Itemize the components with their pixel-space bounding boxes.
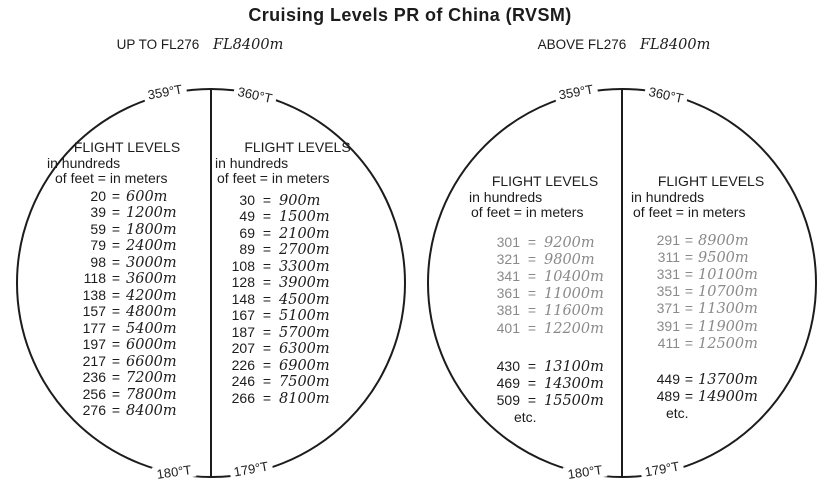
meters-value: 3600m	[126, 271, 177, 287]
flight-level-value: 49	[239, 208, 255, 224]
equals-sign: =	[111, 187, 121, 204]
flight-level-list-upper	[469, 358, 621, 410]
flight-level-row	[215, 193, 380, 210]
flight-level-value: 291	[656, 231, 680, 248]
header-line-3: of feet = in meters	[55, 170, 168, 186]
meters-value: 3300m	[279, 258, 330, 275]
equals-sign: =	[527, 374, 537, 391]
equals-sign: =	[527, 302, 537, 319]
flight-level-row	[47, 255, 207, 272]
equals-sign: =	[684, 283, 694, 300]
etc-label: etc.	[666, 405, 689, 422]
left-circle-west-column	[47, 140, 207, 420]
flight-level-row	[469, 375, 621, 392]
equals-sign: =	[262, 340, 272, 356]
flight-level-value: 321	[496, 250, 520, 267]
right-subtitle-text: ABOVE FL276	[537, 37, 627, 52]
header-line-1: FLIGHT LEVELS	[491, 173, 599, 189]
equals-sign: =	[527, 250, 537, 267]
flight-level-value: 489	[656, 388, 680, 405]
column-header	[47, 140, 207, 187]
meters-value: 9800m	[544, 251, 595, 268]
meters-value: 6300m	[279, 341, 330, 357]
flight-level-row	[469, 251, 621, 268]
flight-level-value: 331	[656, 265, 680, 282]
bearing-label-359t: 359°T	[554, 81, 599, 103]
flight-level-row	[215, 275, 380, 292]
meters-value: 6900m	[279, 357, 330, 374]
meters-value: 1500m	[279, 209, 330, 225]
flight-level-row	[469, 320, 621, 337]
flight-level-row	[47, 189, 207, 206]
flight-level-row	[469, 302, 621, 319]
flight-level-row	[47, 288, 207, 305]
flight-level-value: 371	[656, 300, 680, 317]
flight-level-value: 449	[656, 370, 680, 387]
bearing-label-360t: 360°T	[232, 83, 277, 107]
flight-level-value: 118	[83, 270, 106, 286]
flight-level-value: 266	[231, 389, 255, 406]
flight-level-row	[215, 358, 380, 375]
meters-value: 7500m	[279, 374, 330, 390]
flight-level-value: 509	[496, 392, 520, 409]
flight-level-row	[215, 308, 380, 325]
left-panel-subtitle	[117, 37, 284, 53]
flight-level-value: 301	[496, 233, 520, 250]
flight-level-value: 311	[657, 248, 680, 265]
flight-level-row	[469, 268, 621, 285]
equals-sign: =	[111, 220, 121, 237]
equals-sign: =	[111, 336, 121, 352]
flight-level-value: 167	[231, 307, 255, 323]
flight-level-row	[631, 283, 791, 300]
flight-level-list	[47, 189, 207, 420]
flight-level-row	[215, 341, 380, 358]
flight-level-list	[215, 193, 380, 408]
flight-level-row	[469, 234, 621, 251]
meters-value: 10700m	[698, 284, 758, 301]
meters-value: 12200m	[544, 320, 604, 337]
meters-value: 7800m	[126, 386, 177, 403]
flight-level-row	[631, 249, 791, 266]
right-circle-west-column	[469, 174, 621, 426]
meters-value: 7200m	[126, 370, 177, 386]
equals-sign: =	[262, 389, 272, 406]
equals-sign: =	[111, 369, 121, 385]
equals-sign: =	[262, 323, 272, 340]
equals-sign: =	[262, 191, 272, 208]
column-header	[631, 174, 791, 221]
right-circle-divider-line	[621, 90, 623, 476]
equals-sign: =	[527, 233, 537, 250]
meters-value: 8100m	[279, 390, 330, 407]
header-line-1: FLIGHT LEVELS	[244, 139, 351, 155]
flight-level-value: 217	[82, 352, 106, 369]
flight-level-value: 391	[656, 317, 680, 334]
flight-level-row	[47, 271, 207, 288]
flight-level-value: 276	[82, 402, 106, 418]
flight-level-row	[631, 371, 791, 388]
left-compass-circle	[16, 81, 406, 482]
etc-label: etc.	[514, 409, 537, 426]
meters-value: 3000m	[126, 254, 177, 271]
header-line-1: FLIGHT LEVELS	[73, 139, 181, 155]
flight-level-row	[631, 335, 791, 352]
equals-sign: =	[684, 388, 694, 405]
meters-value: 15500m	[544, 393, 604, 410]
flight-level-row	[215, 259, 380, 276]
meters-value: 6600m	[126, 353, 177, 370]
equals-sign: =	[262, 307, 272, 323]
flight-level-row	[631, 318, 791, 335]
equals-sign: =	[111, 319, 121, 336]
flight-level-value: 341	[496, 267, 520, 284]
flight-level-list-rvsm	[631, 232, 791, 352]
equals-sign: =	[684, 334, 694, 351]
bearing-label-179t: 179°T	[229, 458, 274, 480]
header-line-3: of feet = in meters	[633, 204, 746, 220]
equals-sign: =	[111, 385, 121, 402]
left-circle-east-column	[215, 140, 380, 407]
meters-value: 2400m	[126, 238, 177, 254]
equals-sign: =	[262, 290, 272, 307]
flight-level-value: 361	[496, 285, 520, 302]
header-line-3: of feet = in meters	[471, 204, 584, 220]
right-compass-circle	[427, 81, 817, 482]
meters-value: 600m	[126, 188, 168, 205]
flight-level-row	[47, 205, 207, 222]
flight-level-value: 401	[496, 319, 520, 336]
equals-sign: =	[111, 237, 121, 253]
meters-value: 900m	[279, 192, 321, 209]
meters-value: 11600m	[544, 303, 604, 320]
left-circle-divider-line	[210, 90, 212, 476]
header-line-2: in hundreds	[47, 154, 121, 171]
flight-level-row	[47, 238, 207, 255]
flight-level-value: 381	[496, 302, 520, 319]
flight-level-row	[47, 222, 207, 239]
flight-level-value: 30	[239, 191, 255, 208]
flight-level-row	[631, 300, 791, 317]
header-line-2: in hundreds	[469, 188, 543, 205]
flight-level-value: 20	[90, 187, 106, 204]
flight-level-value: 187	[231, 323, 255, 340]
flight-level-value: 157	[82, 303, 106, 319]
meters-value: 11300m	[698, 301, 758, 318]
meters-value: 10400m	[544, 268, 604, 285]
equals-sign: =	[684, 370, 694, 387]
equals-sign: =	[262, 208, 272, 224]
header-line-3: of feet = in meters	[217, 170, 330, 186]
equals-sign: =	[262, 356, 272, 373]
flight-level-list-upper	[631, 371, 791, 405]
meters-value: 2100m	[279, 225, 330, 242]
meters-value: 11000m	[544, 286, 604, 303]
flight-level-value: 246	[231, 373, 255, 389]
equals-sign: =	[684, 248, 694, 265]
flight-level-row	[631, 266, 791, 283]
flight-level-row	[215, 374, 380, 391]
flight-level-row	[215, 209, 380, 226]
flight-level-row	[215, 325, 380, 342]
equals-sign: =	[262, 241, 272, 257]
flight-level-row	[215, 292, 380, 309]
equals-sign: =	[111, 270, 121, 286]
flight-level-value: 148	[231, 290, 255, 307]
flight-level-value: 351	[656, 283, 680, 300]
equals-sign: =	[262, 257, 272, 274]
right-panel-subtitle	[538, 37, 711, 53]
equals-sign: =	[684, 317, 694, 334]
flight-level-row	[47, 370, 207, 387]
bearing-label-360t: 360°T	[643, 83, 688, 107]
flight-level-row	[47, 304, 207, 321]
flight-level-value: 69	[239, 224, 255, 241]
column-header	[469, 174, 621, 221]
bearing-label-180t: 180°T	[563, 462, 608, 483]
meters-value: 8900m	[698, 232, 749, 249]
header-line-2: in hundreds	[215, 154, 289, 171]
bearing-label-180t: 180°T	[152, 462, 197, 483]
meters-value: 13700m	[698, 371, 758, 388]
meters-value: 1200m	[126, 205, 177, 221]
equals-sign: =	[262, 373, 272, 389]
equals-sign: =	[111, 303, 121, 319]
meters-value: 5100m	[279, 308, 330, 324]
header-line-1: FLIGHT LEVELS	[657, 173, 765, 189]
flight-level-row	[47, 403, 207, 420]
equals-sign: =	[262, 224, 272, 241]
flight-level-value: 197	[82, 336, 106, 352]
flight-level-value: 128	[231, 274, 255, 290]
equals-sign: =	[684, 231, 694, 248]
meters-value: 13100m	[544, 358, 604, 375]
meters-value: 2700m	[279, 242, 330, 258]
right-circle-east-column	[631, 174, 791, 422]
flight-level-row	[469, 285, 621, 302]
column-header	[215, 140, 380, 187]
right-subtitle-metric: FL8400m	[639, 37, 711, 53]
flight-level-row	[47, 354, 207, 371]
flight-level-row	[215, 242, 380, 259]
meters-value: 3900m	[279, 275, 330, 291]
meters-value: 10100m	[698, 266, 758, 283]
equals-sign: =	[262, 274, 272, 290]
meters-value: 14300m	[544, 375, 604, 392]
equals-sign: =	[527, 285, 537, 302]
flight-level-value: 89	[239, 241, 255, 257]
equals-sign: =	[111, 402, 121, 418]
flight-level-value: 207	[231, 340, 255, 356]
flight-level-value: 138	[82, 286, 106, 303]
flight-level-value: 108	[231, 257, 255, 274]
equals-sign: =	[684, 265, 694, 282]
equals-sign: =	[527, 357, 537, 374]
bearing-label-179t: 179°T	[640, 458, 685, 480]
flight-level-value: 98	[90, 253, 106, 270]
flight-level-value: 411	[657, 334, 680, 351]
flight-level-row	[631, 388, 791, 405]
flight-level-row	[469, 358, 621, 375]
flight-level-row	[47, 337, 207, 354]
flight-level-value: 469	[496, 374, 520, 391]
flight-level-value: 430	[496, 357, 520, 374]
equals-sign: =	[111, 286, 121, 303]
flight-level-value: 236	[82, 369, 106, 385]
equals-sign: =	[111, 253, 121, 270]
flight-level-row	[215, 226, 380, 243]
left-subtitle-text: UP TO FL276	[116, 37, 200, 52]
flight-level-value: 256	[82, 385, 106, 402]
equals-sign: =	[684, 300, 694, 317]
left-subtitle-metric: FL8400m	[212, 37, 284, 53]
flight-level-row	[47, 321, 207, 338]
meters-value: 4500m	[279, 291, 330, 308]
meters-value: 8400m	[126, 403, 177, 419]
flight-level-value: 39	[90, 204, 106, 220]
flight-level-row	[469, 392, 621, 409]
equals-sign: =	[111, 204, 121, 220]
meters-value: 5400m	[126, 320, 177, 337]
equals-sign: =	[527, 267, 537, 284]
meters-value: 9500m	[698, 249, 749, 266]
meters-value: 12500m	[698, 335, 758, 352]
page-title: Cruising Levels PR of China (RVSM)	[248, 5, 572, 25]
flight-level-list-rvsm	[469, 234, 621, 337]
flight-level-row	[47, 387, 207, 404]
meters-value: 1800m	[126, 221, 177, 238]
equals-sign: =	[111, 352, 121, 369]
meters-value: 5700m	[279, 324, 330, 341]
flight-level-value: 59	[90, 220, 106, 237]
flight-level-value: 177	[82, 319, 106, 336]
equals-sign: =	[527, 392, 537, 409]
header-line-2: in hundreds	[631, 188, 705, 205]
meters-value: 11900m	[698, 318, 758, 335]
meters-value: 9200m	[544, 234, 595, 251]
equals-sign: =	[527, 319, 537, 336]
meters-value: 4800m	[126, 304, 177, 320]
flight-level-value: 79	[90, 237, 106, 253]
meters-value: 14900m	[698, 389, 758, 406]
meters-value: 4200m	[126, 287, 177, 304]
flight-level-row	[215, 391, 380, 408]
bearing-label-359t: 359°T	[143, 81, 188, 103]
meters-value: 6000m	[126, 337, 177, 353]
flight-level-value: 226	[231, 356, 255, 373]
flight-level-row	[631, 232, 791, 249]
